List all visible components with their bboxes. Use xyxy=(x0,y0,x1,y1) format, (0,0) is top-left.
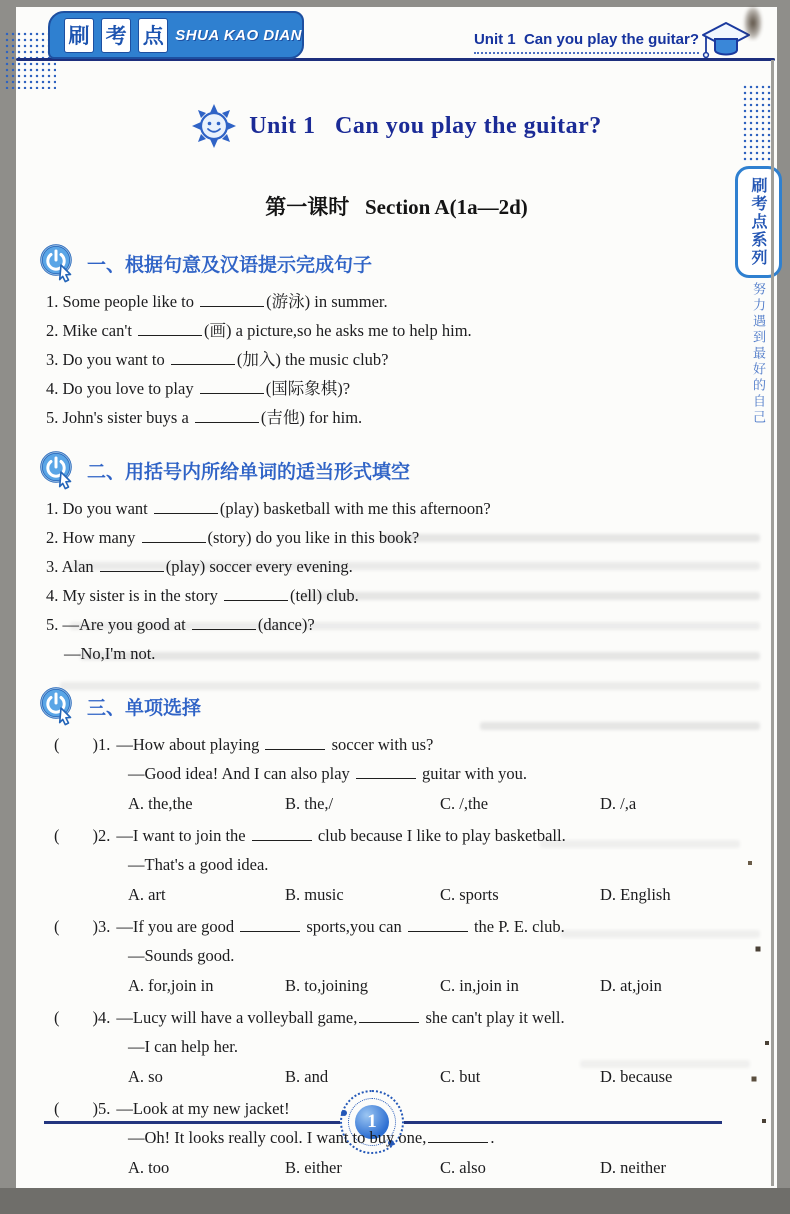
answer-blank xyxy=(224,586,288,601)
question-text: (play) soccer every evening. xyxy=(165,557,353,576)
question-line xyxy=(46,350,759,370)
option-D: D. at,join xyxy=(600,976,662,995)
question-text: she can't play it well. xyxy=(421,1008,565,1027)
question-item xyxy=(46,408,759,428)
unit-title-row xyxy=(16,103,777,149)
answer-bracket: ( )5. xyxy=(54,1099,111,1118)
option-A: A. so xyxy=(128,1067,163,1086)
answer-bracket: ( )3. xyxy=(54,917,111,936)
options-row xyxy=(54,1067,759,1087)
workbook-page xyxy=(16,7,777,1188)
question-text: —If you are good xyxy=(116,917,239,936)
question-line xyxy=(54,1037,759,1057)
option-A: A. the,the xyxy=(128,794,193,813)
option-B: B. either xyxy=(285,1158,342,1177)
page-number: 1 xyxy=(355,1105,389,1139)
option-C: C. also xyxy=(440,1158,486,1177)
question-text: —How about playing xyxy=(116,735,264,754)
option-D: D. because xyxy=(600,1067,673,1086)
question-text: 1. Some people like to xyxy=(46,292,199,311)
section-heading-row xyxy=(38,243,759,283)
answer-blank xyxy=(252,826,312,841)
brand-char: 点 xyxy=(142,24,164,48)
question-text: 4. My sister is in the story xyxy=(46,586,222,605)
series-tab-label: 刷考点系列 xyxy=(749,177,768,267)
brand-char: 考 xyxy=(105,24,127,48)
question-line xyxy=(46,615,759,635)
question-line xyxy=(46,321,759,341)
question-item xyxy=(46,499,759,519)
question-item xyxy=(46,615,759,664)
answer-blank xyxy=(171,350,235,365)
question-line xyxy=(46,586,759,606)
question-text: (tell) club. xyxy=(290,586,359,605)
side-slogan: 努力遇到最好的自己 xyxy=(750,282,765,426)
question-line xyxy=(46,408,759,428)
answer-blank xyxy=(356,764,416,779)
question-line xyxy=(54,764,759,784)
question-text: the P. E. club. xyxy=(469,917,565,936)
section-fill xyxy=(46,450,759,664)
question-line xyxy=(46,557,759,577)
speckle-artifacts xyxy=(0,0,2,2)
question-line xyxy=(54,917,759,937)
question-item xyxy=(54,1008,759,1087)
power-click-icon xyxy=(38,450,78,490)
question-text: —Good idea! And I can also play xyxy=(128,764,354,783)
option-A: A. art xyxy=(128,885,166,904)
answer-blank xyxy=(154,499,218,514)
option-B: B. to,joining xyxy=(285,976,368,995)
answer-bracket: ( )1. xyxy=(54,735,111,754)
answer-blank xyxy=(428,1128,488,1143)
answer-bracket: ( )2. xyxy=(54,826,111,845)
sun-smiley-icon xyxy=(191,103,237,149)
page-header xyxy=(16,7,777,65)
question-text: (dance)? xyxy=(257,615,315,634)
question-item xyxy=(46,321,759,341)
unit-title: Unit 1 Can you play the guitar? xyxy=(249,112,602,139)
question-line xyxy=(54,735,759,755)
halftone-dots-right xyxy=(742,84,774,162)
question-text: 5. John's sister buys a xyxy=(46,408,193,427)
question-line xyxy=(54,855,759,875)
question-item xyxy=(46,586,759,606)
question-text: sports,you can xyxy=(302,917,406,936)
question-line xyxy=(46,379,759,399)
question-text: (游泳) in summer. xyxy=(266,292,388,311)
question-text: (画) a picture,so he asks me to help him. xyxy=(204,321,472,340)
running-head-unit-title: Unit 1 Can you play the guitar? xyxy=(474,31,699,54)
answer-blank xyxy=(192,615,256,630)
photo-bottom-strip xyxy=(0,1188,790,1214)
answer-blank xyxy=(195,408,259,423)
question-text: 1. Do you want xyxy=(46,499,152,518)
answer-blank xyxy=(100,557,164,572)
question-text: . xyxy=(490,1128,495,1147)
answer-blank xyxy=(265,735,325,750)
question-text: club because I like to play basketball. xyxy=(313,826,566,845)
question-text: —I can help her. xyxy=(128,1037,238,1056)
question-line xyxy=(54,1099,759,1119)
question-item xyxy=(46,557,759,577)
ink-smudge-artifact xyxy=(744,6,762,40)
answer-blank xyxy=(200,379,264,394)
question-line xyxy=(54,946,759,966)
answer-blank xyxy=(138,321,202,336)
answer-blank xyxy=(200,292,264,307)
question-item xyxy=(54,1099,759,1178)
question-text: —That's a good idea. xyxy=(128,855,269,874)
answer-blank xyxy=(240,917,300,932)
option-D: D. English xyxy=(600,885,671,904)
option-C: C. but xyxy=(440,1067,481,1086)
answer-blank xyxy=(359,1008,419,1023)
option-A: A. for,join in xyxy=(128,976,214,995)
question-text: —Lucy will have a volleyball game, xyxy=(116,1008,358,1027)
question-text: (story) do you like in this book? xyxy=(207,528,420,547)
question-item xyxy=(46,528,759,548)
question-text: —Sounds good. xyxy=(128,946,235,965)
power-click-icon xyxy=(38,243,78,283)
question-item xyxy=(54,735,759,814)
question-text: 2. How many xyxy=(46,528,140,547)
question-text: 5. —Are you good at xyxy=(46,615,190,634)
power-click-icon xyxy=(38,686,78,726)
option-C: C. /,the xyxy=(440,794,489,813)
option-B: B. music xyxy=(285,885,344,904)
brand-badge xyxy=(48,11,304,59)
question-text: (国际象棋)? xyxy=(265,379,351,398)
question-line xyxy=(46,499,759,519)
section-heading: 一、根据句意及汉语提示完成句子 xyxy=(87,253,373,276)
question-line xyxy=(54,826,759,846)
question-item xyxy=(54,917,759,996)
options-row xyxy=(54,885,759,905)
question-text: (吉他) for him. xyxy=(260,408,363,427)
question-line xyxy=(54,1008,759,1028)
brand-char-box xyxy=(64,18,94,53)
section-choice xyxy=(46,686,759,1178)
question-item xyxy=(46,292,759,312)
question-text: 4. Do you love to play xyxy=(46,379,198,398)
question-item xyxy=(46,350,759,370)
option-B: B. and xyxy=(285,1067,329,1086)
brand-char-box xyxy=(138,18,168,53)
brand-romanization: SHUA KAO DIAN xyxy=(175,26,303,44)
section-fill xyxy=(46,243,759,428)
question-text: 3. Alan xyxy=(46,557,98,576)
question-line xyxy=(46,528,759,548)
options-row xyxy=(54,976,759,996)
question-text: soccer with us? xyxy=(327,735,434,754)
question-text: —Look at my new jacket! xyxy=(116,1099,290,1118)
option-A: A. too xyxy=(128,1158,170,1177)
worksheet-sections xyxy=(16,243,777,1178)
section-heading: 二、用括号内所给单词的适当形式填空 xyxy=(87,460,411,483)
question-text: guitar with you. xyxy=(417,764,527,783)
options-row xyxy=(54,794,759,814)
question-text: —Oh! It looks really cool. I want to buy one, xyxy=(128,1128,427,1147)
section-heading-row xyxy=(38,450,759,490)
brand-char: 刷 xyxy=(68,24,90,48)
brand-char-box xyxy=(101,18,131,53)
question-text: 2. Mike can't xyxy=(46,321,137,340)
question-text: 3. Do you want to xyxy=(46,350,169,369)
section-heading-row xyxy=(38,686,759,726)
answer-blank xyxy=(408,917,468,932)
question-item xyxy=(46,379,759,399)
question-line xyxy=(46,644,759,664)
question-text: (加入) the music club? xyxy=(236,350,389,369)
option-C: C. in,join in xyxy=(440,976,519,995)
option-D: D. neither xyxy=(600,1158,666,1177)
lesson-subtitle: 第一课时 Section A(1a—2d) xyxy=(265,195,528,219)
question-line xyxy=(54,1128,759,1148)
question-item xyxy=(54,826,759,905)
answer-bracket: ( )4. xyxy=(54,1008,111,1027)
question-text: —I want to join the xyxy=(116,826,250,845)
options-row xyxy=(54,1158,759,1178)
question-text: —No,I'm not. xyxy=(64,644,156,663)
option-B: B. the,/ xyxy=(285,794,334,813)
option-D: D. /,a xyxy=(600,794,637,813)
section-heading: 三、单项选择 xyxy=(87,696,202,719)
question-text: (play) basketball with me this afternoon? xyxy=(219,499,491,518)
question-line xyxy=(46,292,759,312)
answer-blank xyxy=(142,528,206,543)
option-C: C. sports xyxy=(440,885,499,904)
